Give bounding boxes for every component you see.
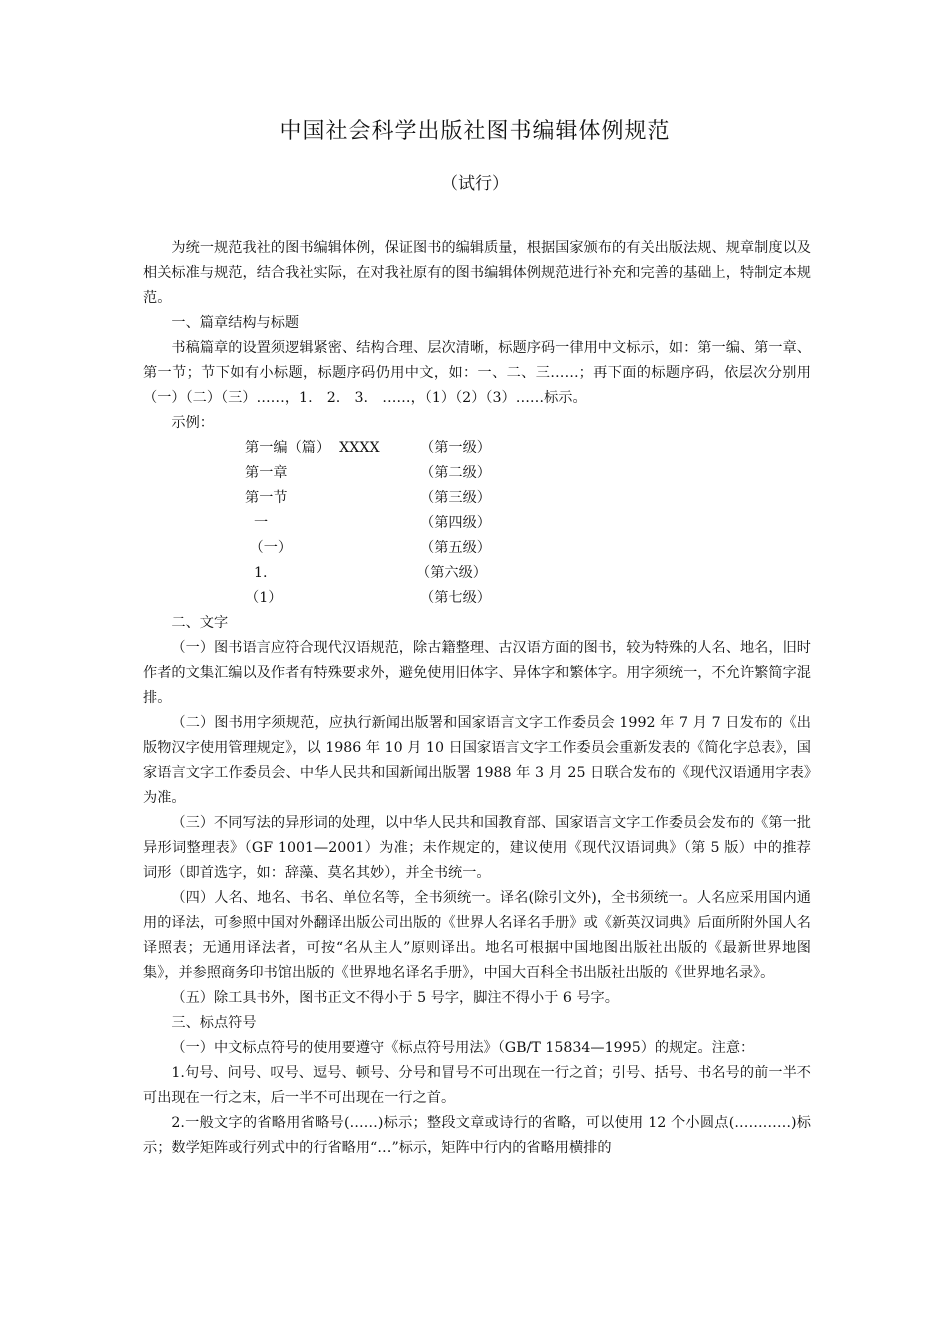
paragraph: （四）人名、地名、书名、单位名等，全书须统一。译名(除引文外)，全书须统一。人名应采用国内通用的译法，可参照中国对外翻译出版公司出版的《世界人名译名手册》或《新英汉词典》后面所附外国人名译照表；无通用译法者，可按“名从主人”原则译出。地名可根据中国地图出版社出版的《最新世界地图集》，并参照商务印书馆出版的《世界地名译名手册》，中国大百科全书出版社出版的《世界地名录》。 <box>143 890 811 981</box>
example-heading: 1. <box>245 565 268 581</box>
document-subtitle: （试行） <box>441 174 509 194</box>
example-level: （第三级） <box>420 490 491 506</box>
paragraph: （五）除工具书外，图书正文不得小于 5 号字，脚注不得小于 6 号字。 <box>171 990 619 1006</box>
section-heading-punctuation: 三、标点符号 <box>171 1015 257 1031</box>
example-heading: 第一编（篇） XXXX <box>245 440 380 456</box>
paragraph: 1.句号、问号、叹号、逗号、顿号、分号和冒号不可出现在一行之首；引号、括号、书名号的前一半不可出现在一行之末，后一半不可出现在一行之首。 <box>143 1065 811 1106</box>
example-level: （第一级） <box>420 440 491 456</box>
paragraph: 书稿篇章的设置须逻辑紧密、结构合理、层次清晰，标题序码一律用中文标示，如：第一编、第一章、第一节；节下如有小标题，标题序码仍用中文，如：一、二、三……；再下面的标题序码，依层次分别用（一）（二）（三）……，1. 2. 3. ……，（1）（2）（3）……标示。 <box>143 340 811 406</box>
example-label: 示例： <box>171 415 214 431</box>
section-heading-structure: 一、篇章结构与标题 <box>171 315 300 331</box>
document-title: 中国社会科学出版社图书编辑体例规范 <box>279 119 671 144</box>
paragraph: （二）图书用字须规范，应执行新闻出版署和国家语言文字工作委员会 1992 年 7 月 7 日发布的《出版物汉字使用管理规定》，以 1986 年 10 月 10 日国家语言文字工作委员会重新发表的《简化字总表》，国家语言文字工作委员会、中华人民共和国新闻出版署 1988 年 3 月 25 日联合发布的《现代汉语通用字表》为准。 <box>143 715 811 806</box>
paragraph: 2.一般文字的省略用省略号(……)标示；整段文章或诗行的省略，可以使用 12 个小圆点(…………)标示；数学矩阵或行列式中的行省略用“…”标示，矩阵中行内的省略用横排的 <box>143 1115 811 1156</box>
example-row <box>143 511 811 536</box>
example-level: （第七级） <box>420 590 491 606</box>
example-row <box>143 436 811 461</box>
example-heading: 第一节 <box>245 490 288 506</box>
example-heading: （1） <box>245 590 283 606</box>
example-level: （第五级） <box>420 540 491 556</box>
section-heading-characters: 二、文字 <box>171 615 229 631</box>
example-level: （第四级） <box>420 515 491 531</box>
paragraph: （一）图书语言应符合现代汉语规范，除古籍整理、古汉语方面的图书，较为特殊的人名、地名，旧时作者的文集汇编以及作者有特殊要求外，避免使用旧体字、异体字和繁体字。用字须统一，不允许繁简字混排。 <box>143 640 811 706</box>
example-heading: 一 <box>245 515 269 531</box>
example-level: （第六级） <box>416 565 487 581</box>
paragraph: （一）中文标点符号的使用要遵守《标点符号用法》（GB/T 15834—1995）的规定。注意： <box>171 1040 755 1056</box>
example-row <box>143 561 811 586</box>
example-row <box>143 536 811 561</box>
intro-paragraph: 为统一规范我社的图书编辑体例，保证图书的编辑质量，根据国家颁布的有关出版法规、规章制度以及相关标准与规范，结合我社实际，在对我社原有的图书编辑体例规范进行补充和完善的基础上，特制定本规范。 <box>143 240 811 306</box>
document-body <box>143 236 811 1161</box>
paragraph: （三）不同写法的异形词的处理，以中华人民共和国教育部、国家语言文字工作委员会发布的《第一批异形词整理表》（GF 1001—2001）为准；未作规定的，建议使用《现代汉语词典》（第 5 版）中的推荐词形（即首选字，如：辞藻、莫名其妙），并全书统一。 <box>143 815 811 881</box>
heading-level-example <box>143 436 811 611</box>
example-heading: 第一章 <box>245 465 288 481</box>
example-row <box>143 461 811 486</box>
example-level: （第二级） <box>420 465 491 481</box>
example-row <box>143 486 811 511</box>
example-heading: （一） <box>245 540 293 556</box>
example-row <box>143 586 811 611</box>
